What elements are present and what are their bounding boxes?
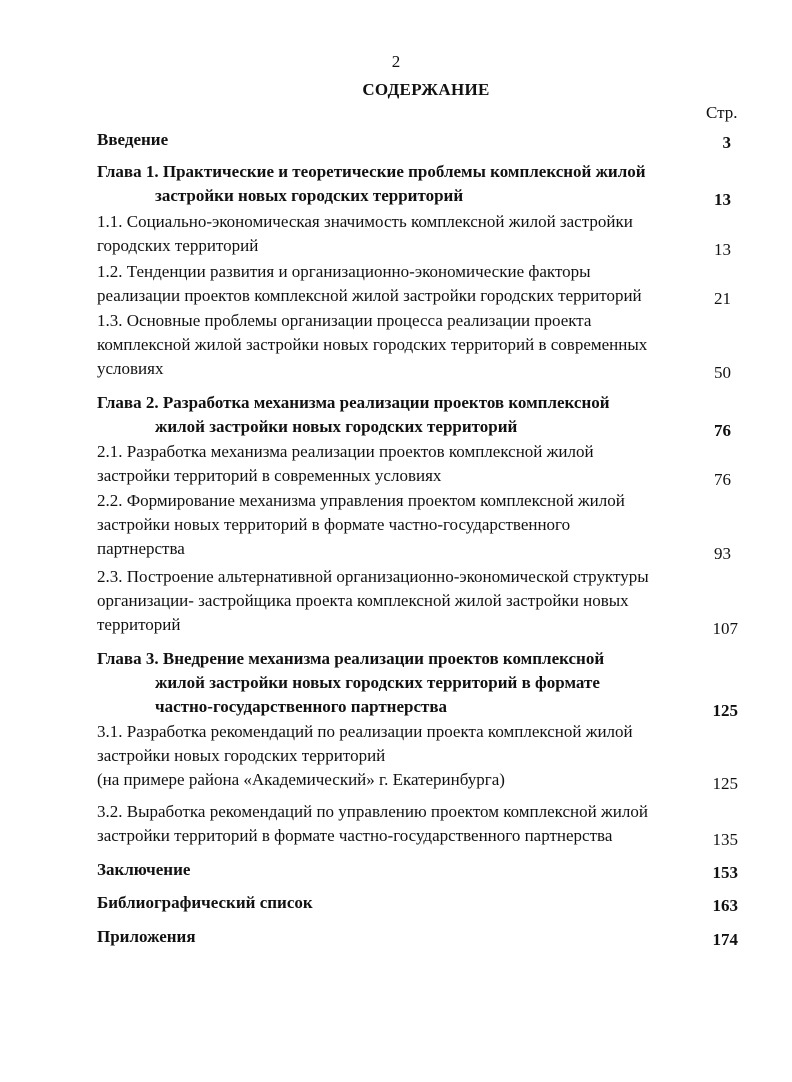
pages-column-header: Стр. bbox=[706, 103, 738, 122]
toc-entry-text: частно-государственного партнерства bbox=[155, 697, 448, 716]
toc-entry-page: 93 bbox=[714, 544, 731, 563]
toc-entry-page: 21 bbox=[714, 289, 731, 308]
toc-entry-page: 153 bbox=[712, 863, 738, 882]
page-number: 2 bbox=[391, 52, 401, 71]
toc-entry-text: 2.2. Формирование механизма управления проектом комплексной жилой bbox=[97, 491, 625, 510]
toc-entry-text: 3.2. Выработка рекомендаций по управлению проектом комплексной жилой bbox=[97, 802, 648, 821]
toc-entry-text: условиях bbox=[97, 359, 164, 378]
toc-entry-text: Введение bbox=[97, 130, 169, 149]
toc-entry-text: реализации проектов комплексной жилой застройки городских территорий bbox=[97, 286, 642, 305]
toc-entry-text: 3.1. Разработка рекомендаций по реализации проекта комплексной жилой bbox=[97, 722, 633, 741]
toc-entry-page: 174 bbox=[712, 930, 738, 949]
toc-entry-text: 1.1. Социально-экономическая значимость комплексной жилой застройки bbox=[97, 212, 633, 231]
toc-entry-page: 76 bbox=[714, 470, 731, 489]
toc-entry-text: 1.2. Тенденции развития и организационно-экономические факторы bbox=[97, 262, 591, 281]
toc-entry-text: комплексной жилой застройки новых городских территорий в современных bbox=[97, 335, 648, 354]
toc-entry-page: 107 bbox=[712, 619, 738, 638]
toc-entry-text: застройки новых территорий в формате частно-государственного bbox=[97, 515, 571, 534]
toc-entry-text: 1.3. Основные проблемы организации процесса реализации проекта bbox=[97, 311, 592, 330]
toc-entry-text: 2.1. Разработка механизма реализации проектов комплексной жилой bbox=[97, 442, 594, 461]
toc-entry-page: 13 bbox=[714, 190, 731, 209]
toc-entry-text: территорий bbox=[97, 615, 181, 634]
toc-entry-page: 76 bbox=[714, 421, 731, 440]
toc-entry-text: Глава 2. Разработка механизма реализации проектов комплексной bbox=[97, 393, 610, 412]
toc-entry-text: Глава 1. Практические и теоретические проблемы комплексной жилой bbox=[97, 162, 646, 181]
toc-entry-text: (на примере района «Академический» г. Екатеринбурга) bbox=[97, 770, 505, 789]
toc-entry-page: 3 bbox=[722, 133, 731, 152]
toc-entry-text: застройки новых городских территорий bbox=[97, 746, 386, 765]
toc-entry-text: застройки территорий в современных условиях bbox=[97, 466, 442, 485]
toc-entry-text: 2.3. Построение альтернативной организационно-экономической структуры bbox=[97, 567, 649, 586]
toc-entry-page: 13 bbox=[714, 240, 731, 259]
toc-entry-text: жилой застройки новых городских территорий в формате bbox=[155, 673, 600, 692]
toc-entry-text: Глава 3. Внедрение механизма реализации проектов комплексной bbox=[97, 649, 605, 668]
toc-entry-text: городских территорий bbox=[97, 236, 259, 255]
toc-entry-page: 125 bbox=[712, 701, 738, 720]
toc-entry-page: 163 bbox=[712, 896, 738, 915]
toc-entry-text: организации- застройщика проекта комплексной жилой застройки новых bbox=[97, 591, 629, 610]
toc-entry-page: 135 bbox=[712, 830, 738, 849]
toc-entry-text: застройки территорий в формате частно-государственного партнерства bbox=[97, 826, 613, 845]
toc-entry-text: Заключение bbox=[97, 860, 191, 879]
toc-entry-text: застройки новых городских территорий bbox=[155, 186, 464, 205]
toc-entry-text: Приложения bbox=[97, 927, 196, 946]
toc-entry-text: жилой застройки новых городских территорий bbox=[155, 417, 518, 436]
page-title: СОДЕРЖАНИЕ bbox=[362, 80, 490, 99]
toc-entry-page: 125 bbox=[712, 774, 738, 793]
toc-entry-text: Библиографический список bbox=[97, 893, 313, 912]
toc-entry-text: партнерства bbox=[97, 539, 185, 558]
toc-entry-page: 50 bbox=[714, 363, 731, 382]
